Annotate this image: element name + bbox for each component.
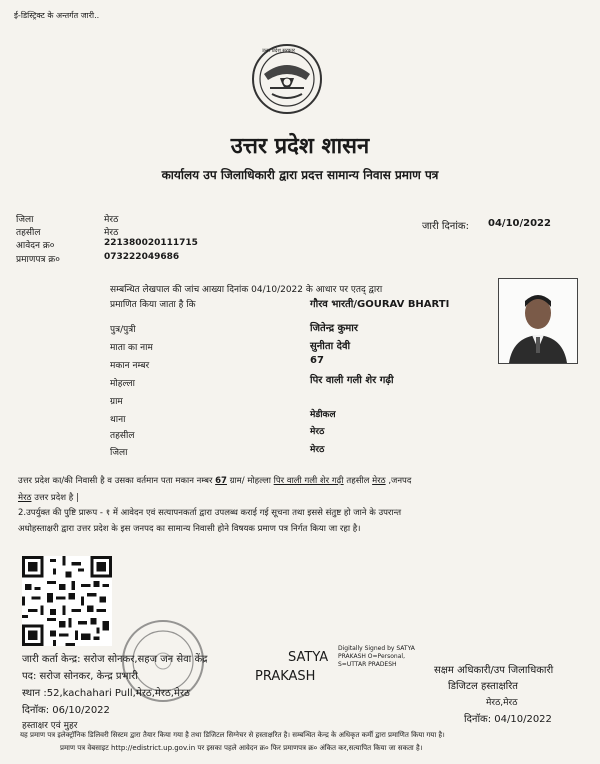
field-label-application-no: आवेदन क्र० — [16, 241, 55, 251]
detail-label-mother: माता का नाम — [110, 343, 153, 353]
digital-sign-line1: Digitally Signed by SATYA — [338, 645, 415, 652]
detail-label-name: प्रमाणित किया जाता है कि — [110, 300, 196, 310]
qr-code — [22, 556, 112, 646]
field-value-tehsil: मेरठ — [104, 228, 119, 238]
detail-label-tehsil: तहसील — [110, 431, 135, 441]
field-value-certificate-no: 073222049686 — [104, 252, 180, 262]
detail-label-house: मकान नम्बर — [110, 361, 150, 371]
detail-value-police-station: मेडीकल — [310, 410, 336, 420]
issuer-sign: हस्ताक्षर एवं मुहर — [22, 721, 78, 731]
officer-date: दिनॉक: 04/10/2022 — [464, 714, 552, 725]
intro-line: सम्बन्धित लेखपाल की जांच आख्या दिनांक 04/10/2022 के आधार पर एतद् द्वारा — [110, 285, 383, 295]
detail-label-mohalla: मोहल्ला — [110, 379, 135, 389]
header-note: ई-डिस्ट्रिक्ट के अन्तर्गत जारी.. — [14, 11, 100, 20]
detail-value-district: मेरठ — [310, 445, 325, 455]
emblem-text: उत्तर प्रदेश सरकार — [262, 48, 295, 54]
detail-label-village: ग्राम — [110, 397, 123, 407]
verification-paragraph-line1: 2.उपर्युक्त की पुष्टि प्रारूप - १ में आवेदन एवं सत्यापनकर्ता द्वारा उपलब्ध कराई गई सूचना तथा इससे संतुष्ट हो जाने के उपरान्त — [18, 508, 402, 518]
footer-line2: प्रमाण पत्र वेबसाइट http://edistrict.up.gov.in पर इसका पहले आवेदन क्र० फिर प्रमाणपत्र क्र० अंकित कर,सत्यापित किया जा सकता है। — [60, 744, 423, 752]
para1-text-d: ,जनपद — [388, 476, 412, 486]
para1-house: 67 — [215, 476, 227, 486]
applicant-photo — [498, 278, 578, 364]
issuer-center: जारी कर्ता केन्द्र: सरोज सोनकर,सहज जन सेवा केंद्र — [22, 654, 208, 665]
field-value-application-no: 221380020111715 — [104, 238, 198, 248]
detail-value-father: जितेन्द्र कुमार — [310, 323, 358, 334]
detail-value-mother: सुनीता देवी — [310, 341, 351, 352]
digital-sign-name2: PRAKASH — [255, 669, 316, 684]
footer-line1: यह प्रमाण पत्र इलेक्ट्रॉनिक डिलिवरी सिस्टम द्वारा तैयार किया गया है तथा डिजिटल सिग्नेचर से हस्ताक्षरित है। सम्बन्धित केन्द्र के अधिकृत कर्मी द्वारा प्रमाणित किया गया है। — [20, 731, 445, 739]
detail-value-mohalla: पिर वाली गली शेर गढ़ी — [310, 375, 394, 386]
issuer-place: स्थान :52,kachahari Pull,मेरठ,मेरठ,मेरठ — [22, 688, 190, 699]
digital-sign-details — [338, 645, 415, 669]
para1-mohalla: पिर वाली गली शेर गढ़ी — [273, 476, 344, 486]
officer-place: मेरठ,मेरठ — [486, 698, 518, 708]
para1-text-b: ग्राम/ मोहल्ला — [229, 476, 271, 486]
residence-paragraph-line2 — [18, 491, 79, 505]
para1-text-a: उत्तर प्रदेश का/की निवासी है व उसका वर्तमान पता मकान नम्बर — [18, 476, 213, 486]
para1-text-e: उत्तर प्रदेश है | — [34, 493, 79, 503]
field-label-district: जिला — [16, 215, 34, 225]
field-value-district: मेरठ — [104, 215, 119, 225]
issuer-date: दिनॉक: 06/10/2022 — [22, 705, 110, 716]
detail-value-house: 67 — [310, 355, 324, 366]
digital-sign-line3: S=UTTAR PRADESH — [338, 661, 397, 668]
officer-title: सक्षम अधिकारी/उप जिलाधिकारी — [434, 665, 554, 676]
detail-value-tehsil: मेरठ — [310, 427, 325, 437]
detail-label-police-station: थाना — [110, 415, 126, 425]
detail-label-father: पुत्र/पुत्री — [110, 325, 136, 335]
para1-tehsil: मेरठ — [372, 476, 386, 486]
page-title: उत्तर प्रदेश शासन — [230, 133, 370, 159]
digital-sign-line2: PRAKASH O=Personal, — [338, 653, 405, 660]
residence-paragraph-line1 — [18, 474, 411, 488]
digital-sign-name1: SATYA — [288, 650, 329, 665]
page-subtitle: कार्यालय उप जिलाधिकारी द्वारा प्रदत्त सामान्य निवास प्रमाण पत्र — [161, 168, 439, 182]
detail-value-name: गौरव भारती/GOURAV BHARTI — [310, 299, 450, 310]
detail-label-district: जिला — [110, 448, 128, 458]
issuer-post: पद: सरोज सोनकर, केन्द्र प्रभारी — [22, 671, 138, 682]
para1-district: मेरठ — [18, 493, 32, 503]
issue-date: 04/10/2022 — [488, 218, 551, 229]
field-label-certificate-no: प्रमाणपत्र क्र० — [16, 255, 60, 265]
verification-paragraph-line2: अधोहस्ताक्षरी द्वारा उत्तर प्रदेश के इस जनपद का सामान्य निवासी होने विषयक प्रमाण पत्र निर्गत किया जा रहा है। — [18, 524, 361, 534]
issue-date-label: जारी दिनांक: — [422, 221, 469, 232]
officer-sign: डिजिटल हस्ताक्षरित — [448, 681, 518, 692]
field-label-tehsil: तहसील — [16, 228, 41, 238]
para1-text-c: तहसील — [346, 476, 370, 486]
